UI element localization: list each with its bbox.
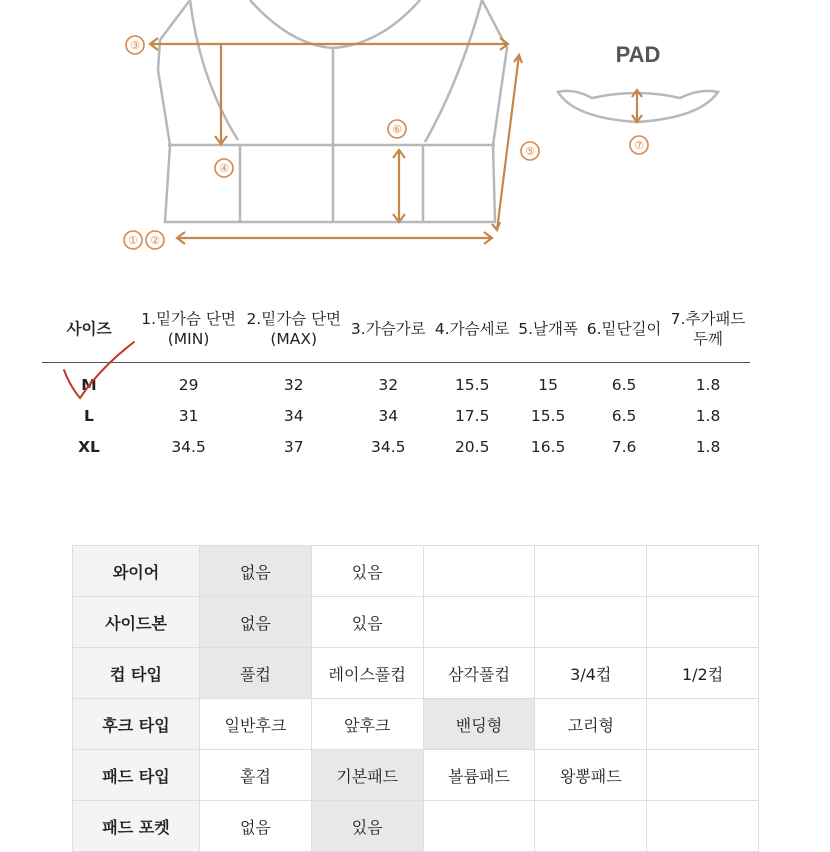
header-underbust-max: 2.밑가슴 단면 (MAX) bbox=[241, 296, 346, 363]
option-value bbox=[423, 546, 535, 597]
header-size: 사이즈 bbox=[42, 296, 136, 363]
marker-4: ④ bbox=[219, 162, 229, 175]
option-value bbox=[423, 597, 535, 648]
option-value bbox=[647, 699, 759, 750]
option-value bbox=[535, 801, 647, 852]
option-label: 후크 타입 bbox=[73, 699, 200, 750]
size-row bbox=[42, 400, 750, 431]
size-label: L bbox=[84, 406, 94, 425]
option-value: 일반후크 bbox=[200, 699, 312, 750]
size-value: 6.5 bbox=[611, 375, 637, 394]
size-value: 31 bbox=[178, 406, 199, 425]
size-value: 1.8 bbox=[695, 437, 721, 456]
option-value: 없음 bbox=[200, 801, 312, 852]
option-value: 앞후크 bbox=[311, 699, 423, 750]
size-value: 15.5 bbox=[530, 406, 566, 425]
size-row bbox=[42, 431, 750, 462]
marker-7: ⑦ bbox=[634, 139, 644, 152]
option-value: 없음 bbox=[200, 597, 312, 648]
header-pad-thickness: 7.추가패드 두께 bbox=[666, 296, 750, 363]
option-value bbox=[423, 801, 535, 852]
size-table-header-row bbox=[42, 296, 750, 363]
option-row bbox=[73, 648, 759, 699]
size-value: 32 bbox=[283, 375, 304, 394]
size-label: M bbox=[81, 375, 97, 394]
option-value: 밴딩형 bbox=[423, 699, 535, 750]
size-value: 34.5 bbox=[371, 437, 406, 456]
size-label: XL bbox=[78, 437, 100, 456]
marker-5: ⑤ bbox=[525, 145, 535, 158]
size-row bbox=[42, 363, 750, 401]
bra-outline bbox=[158, 0, 507, 222]
header-wing-width: 5.날개폭 bbox=[514, 296, 582, 363]
option-value bbox=[535, 546, 647, 597]
size-value: 1.8 bbox=[695, 406, 721, 425]
option-value: 1/2컵 bbox=[647, 648, 759, 699]
size-value: 29 bbox=[178, 375, 199, 394]
header-chest-height: 4.가슴세로 bbox=[430, 296, 514, 363]
pad-label: PAD bbox=[615, 42, 661, 67]
option-value: 있음 bbox=[311, 546, 423, 597]
option-value: 고리형 bbox=[535, 699, 647, 750]
check-mark-icon bbox=[60, 338, 140, 408]
size-value: 15 bbox=[538, 375, 558, 394]
bra-measurement-diagram bbox=[0, 0, 830, 290]
option-value: 볼륨패드 bbox=[423, 750, 535, 801]
header-hem-length: 6.밑단길이 bbox=[582, 296, 666, 363]
size-value: 37 bbox=[283, 437, 304, 456]
option-value: 기본패드 bbox=[311, 750, 423, 801]
option-label: 와이어 bbox=[73, 546, 200, 597]
options-table bbox=[72, 545, 759, 852]
size-value: 7.6 bbox=[611, 437, 637, 456]
marker-2: ② bbox=[150, 234, 160, 247]
size-value: 17.5 bbox=[454, 406, 490, 425]
marker-1: ① bbox=[128, 234, 138, 247]
size-value: 34 bbox=[378, 406, 399, 425]
marker-6: ⑥ bbox=[392, 123, 402, 136]
option-value: 홑겹 bbox=[200, 750, 312, 801]
option-value: 왕뽕패드 bbox=[535, 750, 647, 801]
option-value: 있음 bbox=[311, 801, 423, 852]
option-label: 사이드본 bbox=[73, 597, 200, 648]
option-value bbox=[647, 801, 759, 852]
option-value: 레이스풀컵 bbox=[311, 648, 423, 699]
option-value: 없음 bbox=[200, 546, 312, 597]
marker-3: ③ bbox=[130, 39, 140, 52]
header-underbust-min: 1.밑가슴 단면 (MIN) bbox=[136, 296, 241, 363]
option-value bbox=[535, 597, 647, 648]
option-row bbox=[73, 750, 759, 801]
option-value: 있음 bbox=[311, 597, 423, 648]
size-value: 16.5 bbox=[530, 437, 566, 456]
option-value: 풀컵 bbox=[200, 648, 312, 699]
size-value: 34.5 bbox=[171, 437, 206, 456]
option-value bbox=[647, 750, 759, 801]
size-value: 32 bbox=[378, 375, 399, 394]
option-row bbox=[73, 801, 759, 852]
size-value: 15.5 bbox=[454, 375, 490, 394]
size-value: 1.8 bbox=[695, 375, 721, 394]
size-table bbox=[42, 296, 750, 462]
measure-lines bbox=[150, 38, 642, 244]
option-row bbox=[73, 546, 759, 597]
option-label: 패드 타입 bbox=[73, 750, 200, 801]
option-label: 컵 타입 bbox=[73, 648, 200, 699]
size-value: 20.5 bbox=[454, 437, 490, 456]
option-value: 3/4컵 bbox=[535, 648, 647, 699]
option-value: 삼각풀컵 bbox=[423, 648, 535, 699]
option-row bbox=[73, 699, 759, 750]
header-chest-width: 3.가슴가로 bbox=[346, 296, 430, 363]
size-value: 34 bbox=[283, 406, 304, 425]
option-row bbox=[73, 597, 759, 648]
option-label: 패드 포켓 bbox=[73, 801, 200, 852]
option-value bbox=[647, 546, 759, 597]
option-value bbox=[647, 597, 759, 648]
size-value: 6.5 bbox=[611, 406, 637, 425]
